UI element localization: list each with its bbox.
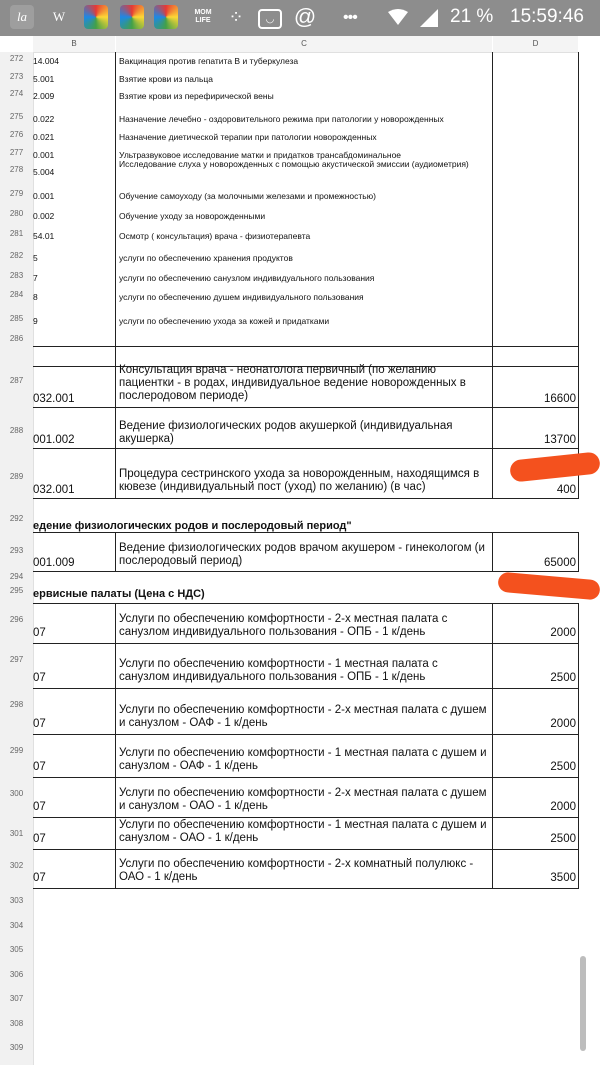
service-cell[interactable]: Услуги по обеспечению комфортности - 2-х местная палата с санузлом индивидуального пользования - ОПБ - 1 к/день bbox=[119, 613, 448, 638]
price-cell[interactable]: 13700 bbox=[544, 434, 576, 446]
annotation-marker bbox=[497, 572, 600, 601]
row-number: 285 bbox=[9, 314, 24, 323]
service-cell[interactable]: Услуги по обеспечению комфортности - 2-х комнатный полулюкс - ОАО - 1 к/день bbox=[119, 858, 474, 883]
row-number: 286 bbox=[9, 334, 24, 343]
row-number: 295 bbox=[9, 586, 24, 595]
service-cell[interactable]: Услуги по обеспечению комфортности - 1 местная палата с душем и санузлом - ОАФ - 1 к/день bbox=[119, 747, 487, 772]
code-cell[interactable]: 07 bbox=[33, 672, 46, 684]
service-cell[interactable]: Назначение диетической терапии при патологии новорожденных bbox=[119, 132, 377, 142]
grid-line bbox=[33, 498, 579, 499]
row-number: 307 bbox=[9, 994, 24, 1003]
service-cell[interactable]: Взятие крови из пальца bbox=[119, 74, 214, 84]
code-cell[interactable]: 032.001 bbox=[33, 484, 75, 496]
code-cell[interactable]: 7 bbox=[33, 273, 38, 283]
grid-line bbox=[115, 532, 116, 571]
service-cell[interactable]: Обучение самоуходу (за молочными железами и промежностью) bbox=[119, 191, 376, 201]
service-cell[interactable]: услуги по обеспечению ухода за кожей и придатками bbox=[119, 316, 330, 326]
row-number: 282 bbox=[9, 251, 24, 260]
service-cell[interactable]: Услуги по обеспечению комфортности - 2-х местная палата с душем и санузлом - ОАО - 1 к/день bbox=[119, 787, 487, 812]
code-cell[interactable]: 54.01 bbox=[33, 231, 55, 241]
wifi-icon bbox=[387, 9, 409, 27]
service-cell[interactable]: Услуги по обеспечению комфортности - 1 местная палата с душем и санузлом - ОАО - 1 к/день bbox=[119, 819, 487, 844]
row-number: 284 bbox=[9, 290, 24, 299]
row-number: 277 bbox=[9, 148, 24, 157]
service-cell[interactable]: услуги по обеспечению душем индивидуального пользования bbox=[119, 292, 364, 302]
column-header-b[interactable]: B bbox=[33, 36, 115, 53]
code-cell[interactable]: 001.009 bbox=[33, 557, 75, 569]
price-cell[interactable]: 2000 bbox=[550, 627, 576, 639]
at-icon: @ bbox=[293, 4, 317, 29]
grid-line bbox=[578, 52, 579, 366]
price-cell[interactable]: 2000 bbox=[550, 801, 576, 813]
multicolor-app-icon bbox=[120, 5, 144, 29]
code-cell[interactable]: 0.021 bbox=[33, 132, 55, 142]
annotation-marker bbox=[509, 451, 600, 482]
code-cell[interactable]: 9 bbox=[33, 316, 38, 326]
grid-line bbox=[33, 734, 579, 735]
row-number: 288 bbox=[9, 426, 24, 435]
row-number: 283 bbox=[9, 271, 24, 280]
grid-line bbox=[33, 643, 579, 644]
grid-line bbox=[33, 688, 579, 689]
clock: 15:59:46 bbox=[510, 6, 584, 27]
code-cell[interactable]: 07 bbox=[33, 872, 46, 884]
service-cell[interactable]: Услуги по обеспечению комфортности - 1 местная палата с санузлом индивидуального пользования - ОПБ - 1 к/день bbox=[119, 658, 438, 683]
multicolor-app-icon bbox=[84, 5, 108, 29]
grid-line bbox=[492, 52, 493, 366]
grid-line bbox=[492, 603, 493, 888]
row-number: 303 bbox=[9, 896, 24, 905]
code-cell[interactable]: 0.001 bbox=[33, 150, 55, 160]
row-number: 276 bbox=[9, 130, 24, 139]
row-number: 308 bbox=[9, 1018, 24, 1028]
code-cell[interactable]: 5.001 bbox=[33, 74, 55, 84]
signal-icon bbox=[420, 9, 440, 27]
row-number: 302 bbox=[9, 861, 24, 870]
grid-line bbox=[115, 52, 116, 366]
code-cell[interactable]: 5 bbox=[33, 253, 38, 263]
row-header-gutter bbox=[0, 52, 34, 1065]
service-cell[interactable]: Назначение лечебно - оздоровительного режима при патологии у новорожденных bbox=[119, 114, 444, 124]
row-number: 281 bbox=[9, 229, 24, 238]
row-number: 297 bbox=[9, 655, 24, 664]
service-cell[interactable]: Вакцинация против гепатита В и туберкулеза bbox=[119, 56, 299, 66]
row-number: 298 bbox=[9, 700, 24, 709]
service-cell[interactable]: Ведение физиологических родов акушеркой (индивидуальная акушерка) bbox=[119, 420, 453, 445]
code-cell[interactable]: 2.009 bbox=[33, 91, 55, 101]
row-number: 300 bbox=[9, 789, 24, 798]
row-number: 304 bbox=[9, 920, 24, 930]
service-cell[interactable]: услуги по обеспечению санузлом индивидуального пользования bbox=[119, 273, 375, 283]
grid-line bbox=[33, 849, 579, 850]
code-cell[interactable]: 07 bbox=[33, 833, 46, 845]
service-cell[interactable]: Осмотр ( консультация) врача - физиотерапевта bbox=[119, 231, 311, 241]
spreadsheet[interactable] bbox=[0, 36, 600, 1065]
row-number: 292 bbox=[9, 514, 24, 523]
price-cell[interactable]: 2500 bbox=[550, 833, 576, 845]
service-cell[interactable]: Консультация врача - неонатолога первичный (по желанию пациентки - в родах, индивидуальное ведение новорожденных в послеродовом периоде) bbox=[119, 364, 466, 402]
section-title: ервисные палаты (Цена с НДС) bbox=[33, 588, 205, 600]
grid-line bbox=[115, 346, 116, 498]
service-cell[interactable]: Процедура сестринского ухода за новорожденным, находящимся в кювезе (индивидуальный пост (уход) по желанию) (в час) bbox=[119, 468, 480, 493]
row-number: 309 bbox=[9, 1043, 24, 1052]
price-cell[interactable]: 2000 bbox=[550, 718, 576, 730]
service-cell[interactable]: Ведение физиологических родов врачом акушером - гинекологом (и послеродовый период) bbox=[119, 542, 485, 567]
la-app-icon: la bbox=[10, 5, 34, 29]
grid-line bbox=[492, 346, 493, 498]
status-bar bbox=[0, 0, 600, 36]
code-cell[interactable]: 07 bbox=[33, 718, 46, 730]
code-cell[interactable]: 032.001 bbox=[33, 393, 75, 405]
row-number: 305 bbox=[9, 945, 24, 954]
row-number: 294 bbox=[9, 572, 24, 581]
multicolor-app-icon bbox=[154, 5, 178, 29]
row-number: 287 bbox=[9, 376, 24, 385]
code-cell[interactable]: 0.002 bbox=[33, 211, 55, 221]
w-app-icon: W bbox=[52, 9, 66, 24]
code-cell[interactable]: 5.004 bbox=[33, 167, 55, 177]
code-cell[interactable]: 0.001 bbox=[33, 191, 55, 201]
battery-percent: 21 % bbox=[450, 6, 494, 27]
grid-line bbox=[33, 817, 579, 818]
code-cell[interactable]: 07 bbox=[33, 627, 46, 639]
email-icon: ◡ bbox=[258, 9, 282, 29]
code-cell[interactable]: 07 bbox=[33, 801, 46, 813]
row-number: 272 bbox=[9, 54, 24, 63]
price-cell[interactable]: 65000 bbox=[544, 557, 576, 569]
vertical-scrollbar[interactable] bbox=[580, 956, 586, 1051]
service-cell[interactable]: Услуги по обеспечению комфортности - 2-х местная палата с душем и санузлом - ОАФ - 1 к/день bbox=[119, 704, 487, 729]
row-number: 299 bbox=[9, 746, 24, 755]
code-cell[interactable]: 07 bbox=[33, 761, 46, 773]
row-number: 278 bbox=[9, 165, 24, 174]
service-cell[interactable]: Взятие крови из перефирической вены bbox=[119, 91, 274, 101]
service-cell[interactable]: услуги по обеспечению хранения продуктов bbox=[119, 253, 293, 263]
row-number: 306 bbox=[9, 969, 24, 979]
section-title: едение физиологических родов и послеродовый период" bbox=[33, 520, 352, 532]
row-number: 289 bbox=[9, 472, 24, 481]
momlife-app-icon: MOM LIFE bbox=[194, 9, 212, 24]
grid-line bbox=[115, 603, 116, 888]
service-cell[interactable]: Исследование слуха у новорожденных с помощью акустической эмиссии (аудиометрия) bbox=[119, 159, 469, 169]
grid-line bbox=[33, 777, 579, 778]
code-cell[interactable]: 0.022 bbox=[33, 114, 55, 124]
row-number: 274 bbox=[9, 89, 24, 98]
grid-line bbox=[492, 532, 493, 571]
service-cell[interactable]: Обучение уходу за новорожденными bbox=[119, 211, 266, 221]
price-cell[interactable]: 400 bbox=[556, 484, 576, 496]
grid-line bbox=[578, 532, 579, 571]
column-header-c[interactable]: C bbox=[116, 36, 492, 53]
code-cell[interactable]: 8 bbox=[33, 292, 38, 302]
row-number: 296 bbox=[9, 615, 24, 624]
row-number: 275 bbox=[9, 112, 24, 121]
grid-line bbox=[33, 571, 579, 572]
row-number: 280 bbox=[9, 209, 24, 218]
price-cell[interactable]: 2500 bbox=[550, 672, 576, 684]
overflow-dots: ••• bbox=[343, 9, 357, 26]
row-number: 301 bbox=[9, 829, 24, 838]
app-grid-icon: ⁘ bbox=[228, 6, 244, 27]
row-number: 293 bbox=[9, 546, 24, 555]
code-cell[interactable]: 001.002 bbox=[33, 434, 75, 446]
service-cell[interactable]: Ультразвуковое исследование матки и придатков трансабдоминальное bbox=[119, 150, 402, 160]
price-cell[interactable]: 2500 bbox=[550, 761, 576, 773]
row-number: 273 bbox=[9, 72, 24, 81]
grid-line bbox=[33, 888, 579, 889]
price-cell[interactable]: 16600 bbox=[544, 393, 576, 405]
grid-line bbox=[578, 603, 579, 888]
row-number: 279 bbox=[9, 189, 24, 198]
code-cell[interactable]: 14.004 bbox=[33, 56, 59, 66]
price-cell[interactable]: 3500 bbox=[550, 872, 576, 884]
column-header-d[interactable]: D bbox=[493, 36, 578, 53]
